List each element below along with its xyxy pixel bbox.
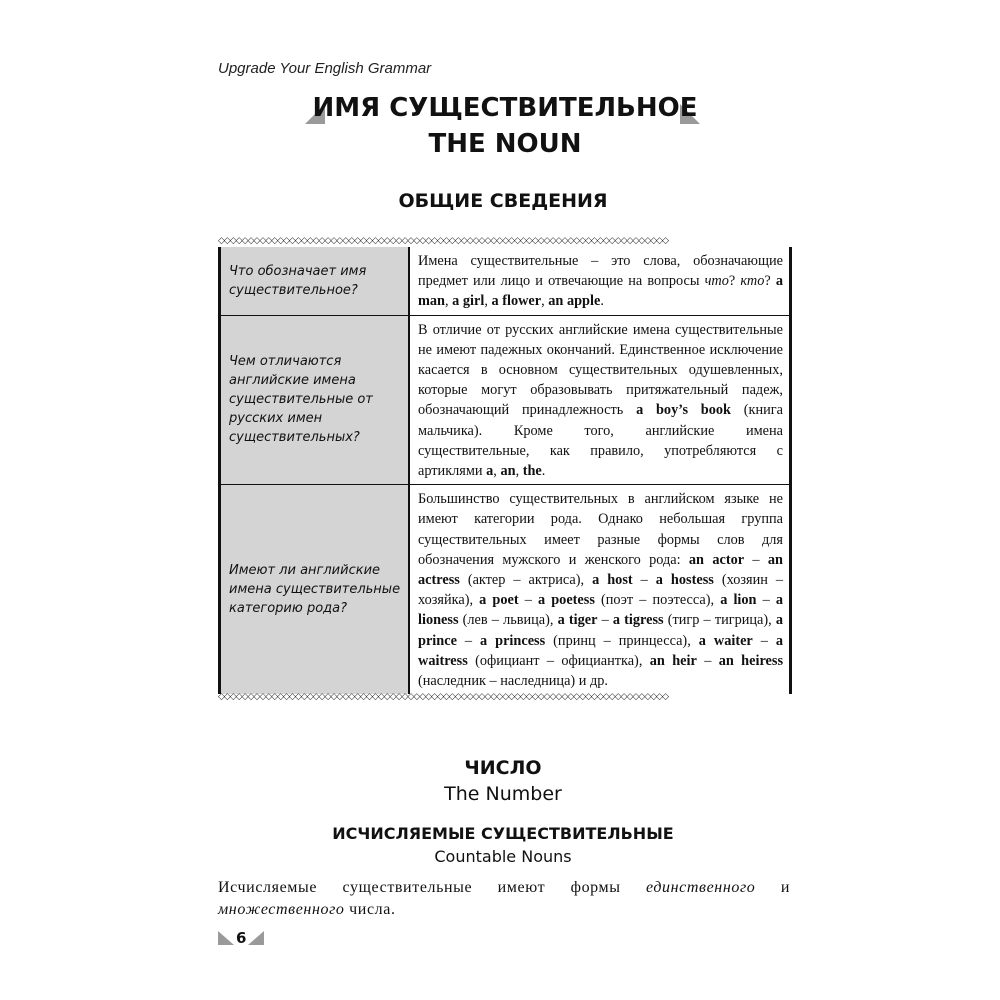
page-number: 6 [236, 929, 247, 947]
text-run: кто [740, 273, 765, 290]
text-run: (тигр – тигрица), [663, 612, 776, 629]
text-run: – [752, 632, 776, 649]
text-run: an actor [688, 551, 745, 568]
decorative-border-top: ◇◇◇◇◇◇◇◇◇◇◇◇◇◇◇◇◇◇◇◇◇◇◇◇◇◇◇◇◇◇◇◇◇◇◇◇◇◇◇◇◇◇◇◇◇◇◇◇◇◇◇◇◇◇◇◇◇◇◇◇◇◇◇◇◇◇◇◇◇◇◇◇◇◇◇◇ [218, 236, 669, 246]
text-run: a hostess [655, 572, 714, 589]
text-run: (актер – актриса), [459, 572, 593, 589]
table-row [220, 485, 791, 695]
text-run: (наследник – наследница) и др. [418, 673, 608, 690]
decorative-border-bottom: ◇◇◇◇◇◇◇◇◇◇◇◇◇◇◇◇◇◇◇◇◇◇◇◇◇◇◇◇◇◇◇◇◇◇◇◇◇◇◇◇◇◇◇◇◇◇◇◇◇◇◇◇◇◇◇◇◇◇◇◇◇◇◇◇◇◇◇◇◇◇◇◇◇◇◇◇ [218, 692, 669, 702]
text-run: a lion [720, 592, 757, 609]
text-run: ? [764, 273, 776, 290]
text-run: , [541, 293, 549, 310]
number-section-heading [218, 755, 788, 807]
text-run: (книга мальчика). Кроме того, английские имена существительные, как правило, употребляются с артиклями [418, 402, 783, 480]
text-run: , [445, 293, 453, 310]
text-run: – [632, 572, 656, 589]
text-run: , [515, 463, 523, 480]
page-number-right-triangle-icon [248, 931, 264, 945]
text-run: (принц – принцесса), [545, 632, 699, 649]
text-run: an apple [548, 293, 601, 310]
text-run: a lioness [418, 592, 783, 629]
text-run: . [541, 463, 546, 480]
text-run: a [486, 463, 494, 480]
answer-cell [409, 247, 791, 315]
text-run: Имена существительные – это слова, обозначающие предмет или лицо и отвечающие на вопросы [418, 253, 783, 290]
answer-cell [409, 485, 791, 695]
text-run: an heir [649, 652, 697, 669]
text-run: a man [418, 273, 783, 310]
table-row [220, 247, 791, 315]
text-run: a waitress [418, 632, 784, 669]
question-cell: Что обозначает имя существительное? [220, 247, 410, 315]
text-run: (поэт – поэтесса), [594, 592, 721, 609]
chapter-title-line1: ИМЯ СУЩЕСТВИТЕЛЬНОЕ [312, 93, 698, 123]
question-cell: Чем отличаются английские имена существительные от русских имен существительных? [220, 315, 410, 485]
text-run: , [484, 293, 492, 310]
chapter-title-line2: THE NOUN [428, 129, 582, 159]
text-run: Исчисляемые существительные имеют формы [218, 879, 647, 896]
text-run: a host [592, 572, 633, 589]
running-head: Upgrade Your English Grammar [218, 60, 432, 77]
page-number-block [218, 929, 264, 947]
text-run: и [755, 879, 791, 896]
text-run: – [756, 592, 776, 609]
text-run: a girl [452, 293, 485, 310]
text-run: что [704, 273, 729, 290]
text-run: – [744, 551, 768, 568]
text-run: – [518, 592, 538, 609]
text-run: an actress [418, 551, 783, 589]
text-run: a poet [479, 592, 519, 609]
text-run: a boy’s book [636, 402, 731, 419]
answer-cell [409, 315, 791, 485]
text-run: В отличие от русских английские имена существительные не имеют падежных окончаний. Единственное исключение касается в основном существительных одушевленных, которые могут образовывать притяжательный падеж, обозначающий принадлежность [418, 321, 783, 419]
chapter-title [300, 90, 710, 162]
text-run: a poetess [537, 592, 595, 609]
text-run: . [600, 293, 604, 310]
question-cell: Имеют ли английские имена существительные категорию рода? [220, 485, 410, 695]
table-row [220, 315, 791, 485]
text-run: a flower [491, 293, 542, 310]
number-heading-en: The Number [444, 783, 562, 805]
text-run: (лев – львица), [458, 612, 558, 629]
text-run: множественного [218, 901, 345, 918]
text-run: – [456, 632, 481, 649]
text-run: a prince [418, 612, 784, 649]
section-heading: ОБЩИЕ СВЕДЕНИЯ [398, 190, 608, 212]
general-info-table [218, 247, 792, 694]
countable-heading-en: Countable Nouns [434, 847, 572, 866]
text-run: an [500, 463, 516, 480]
text-run: ? [728, 273, 741, 290]
text-run: – [597, 612, 613, 629]
text-run: an heiress [718, 652, 784, 669]
text-run: a princess [480, 632, 546, 649]
text-run: числа. [344, 901, 396, 918]
text-run: a tigress [612, 612, 664, 629]
countable-heading-ru: ИСЧИСЛЯЕМЫЕ СУЩЕСТВИТЕЛЬНЫЕ [332, 824, 674, 843]
countable-nouns-paragraph [218, 877, 790, 921]
page-number-left-triangle-icon [218, 931, 234, 945]
text-run: (официант – официантка), [467, 652, 650, 669]
text-run: единственного [646, 879, 756, 896]
text-run: – [696, 652, 719, 669]
text-run: the [522, 463, 542, 480]
text-run: a waiter [698, 632, 753, 649]
countable-section-heading [218, 822, 788, 868]
text-run: Большинство существительных в английском языке не имеют категории рода. Однако небольшая группа существительных имеет разные формы слов для обозначения мужского и женского рода: [418, 491, 783, 568]
number-heading-ru: ЧИСЛО [464, 757, 542, 779]
text-run: (хозяин – хозяйка), [418, 572, 784, 609]
text-run: a tiger [557, 612, 598, 629]
text-run: , [493, 463, 501, 480]
